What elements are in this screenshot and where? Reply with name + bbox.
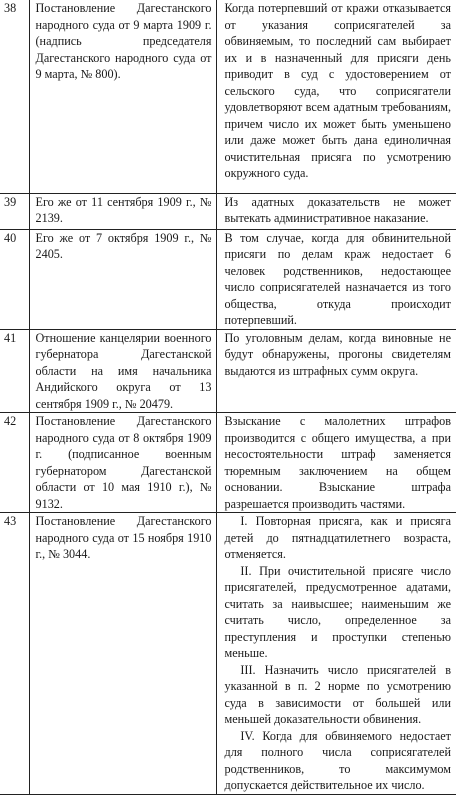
table-row <box>0 413 456 513</box>
table-row <box>0 513 456 795</box>
source-cell: Его же от 7 октября 1909 г., № 2405. <box>29 229 216 329</box>
source-cell: Постановление Дагестанского народного суда от 8 октября 1909 г. (подписанное военным губернатором Дагестанской области от 10 мая 1910 г.), № 9132. <box>29 413 216 513</box>
table-row <box>0 229 456 329</box>
row-number: 41 <box>0 329 29 413</box>
text-cell: Из адатных доказательств не может вытекать административное наказание. <box>216 193 456 229</box>
clause-paragraph: IV. Когда для обвиняемого недостает для полного числа соприсягателей родственников, то максимумом допускается действительное их число. <box>224 728 451 792</box>
source-cell: Его же от 11 сентября 1909 г., № 2139. <box>29 193 216 229</box>
clause-paragraph: II. При очистительной присяге число присягателей, предусмотренное адатами, считать за наивысшее; наименьшим же считать число, определенное за преступления и проступки степенью меньше. <box>224 563 451 660</box>
row-number: 40 <box>0 229 29 329</box>
table-row <box>0 0 456 193</box>
clause-paragraph: I. Повторная присяга, как и присяга детей до пятнадцатилетнего возраста, отменяется. <box>224 514 451 561</box>
source-cell: Постановление Дагестанского народного суда от 15 ноября 1910 г., № 3044. <box>29 513 216 795</box>
text-cell: По уголовным делам, когда виновные не будут обнаружены, прогоны свидетелям выдаются из штрафных сумм округа. <box>216 329 456 413</box>
table-row <box>0 193 456 229</box>
table-row <box>0 329 456 413</box>
row-number: 43 <box>0 513 29 795</box>
row-number: 42 <box>0 413 29 513</box>
row-number: 38 <box>0 0 29 193</box>
text-cell: В том случае, когда для обвинительной присяги по делам краж недостает 6 человек родственников, недостающее число соприсягателей назначается из того общества, откуда происходит потерпевший. <box>216 229 456 329</box>
source-cell: Отношение канцелярии военного губернатора Дагестанской области на имя начальника Андийского округа от 13 сентября 1909 г., № 20479. <box>29 329 216 413</box>
row-number: 39 <box>0 193 29 229</box>
text-cell: Когда потерпевший от кражи отказывается от указания соприсягателей за обвиняемым, то последний сам выбирает их и в назначенный для присяги день приводит в суд с удостоверением от сельского суда, что соприсягатели удовлетворяют всем адатным требованиям, причем число их может быть уменьшено или даже может быть дана единоличная очистительная присяга по усмотрению окружного суда. <box>216 0 456 193</box>
text-cell: Взыскание с малолетних штрафов производится с общего имущества, а при несостоятельности штраф заменяется тюремным заключением на общем основании. Взыскание штрафа разрешается производить частями. <box>216 413 456 513</box>
text-cell <box>216 513 456 795</box>
clause-paragraph: III. Назначить число присягателей в указанной в п. 2 норме по усмотрению суда в зависимости от большей или меньшей доказательности обвинения. <box>224 662 451 726</box>
source-cell: Постановление Дагестанского народного суда от 9 марта 1909 г. (надпись председателя Дагестанского народного суда от 9 марта, № 800). <box>29 0 216 193</box>
